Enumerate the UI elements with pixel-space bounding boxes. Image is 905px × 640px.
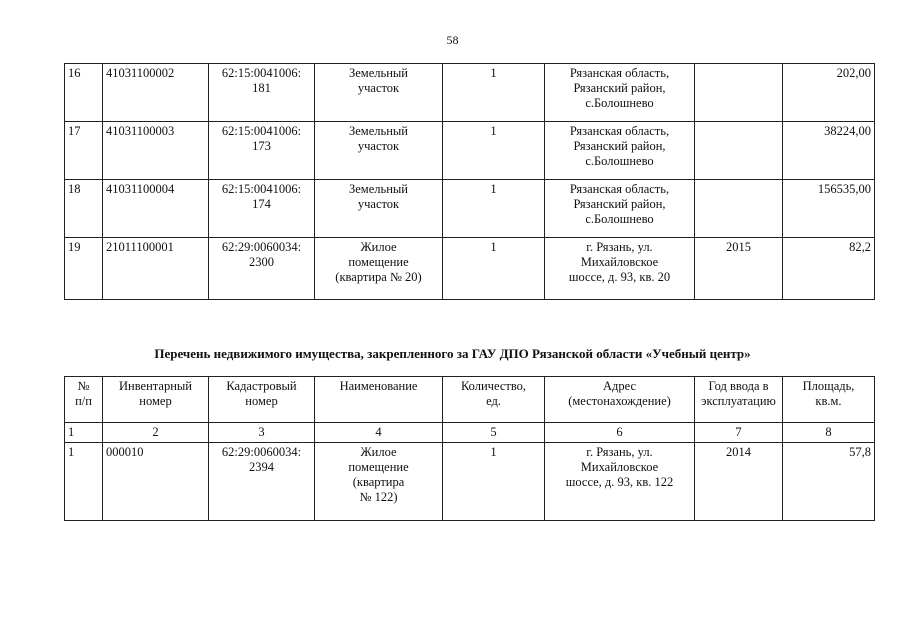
quantity-cell: 1 xyxy=(443,64,545,122)
quantity-cell: 1 xyxy=(443,443,545,521)
column-header: Адрес (местонахождение) xyxy=(545,377,695,423)
header-row xyxy=(65,377,875,423)
address-cell: Рязанская область, Рязанский район, с.Болошнево xyxy=(545,122,695,180)
column-header: Наименование xyxy=(315,377,443,423)
quantity-cell: 1 xyxy=(443,122,545,180)
inventory-number-cell: 41031100002 xyxy=(103,64,209,122)
section-title: Перечень недвижимого имущества, закрепленного за ГАУ ДПО Рязанской области «Учебный центр» xyxy=(154,346,751,361)
area-cell: 57,8 xyxy=(783,443,875,521)
quantity-cell: 1 xyxy=(443,180,545,238)
column-header: Площадь, кв.м. xyxy=(783,377,875,423)
cadastral-number-cell: 62:15:0041006: 174 xyxy=(209,180,315,238)
name-cell: Земельный участок xyxy=(315,122,443,180)
row-number-cell: 18 xyxy=(65,180,103,238)
column-number: 8 xyxy=(783,423,875,443)
year-cell xyxy=(695,64,783,122)
cadastral-number-cell: 62:29:0060034: 2300 xyxy=(209,238,315,300)
table-row xyxy=(65,64,875,122)
area-cell: 156535,00 xyxy=(783,180,875,238)
page-number: 58 xyxy=(446,33,459,47)
area-cell: 82,2 xyxy=(783,238,875,300)
table-row xyxy=(65,443,875,521)
property-table-training-center xyxy=(64,376,875,521)
area-cell: 38224,00 xyxy=(783,122,875,180)
inventory-number-cell: 000010 xyxy=(103,443,209,521)
column-header: Год ввода в эксплуатацию xyxy=(695,377,783,423)
column-number: 5 xyxy=(443,423,545,443)
table-row xyxy=(65,180,875,238)
inventory-number-cell: 41031100004 xyxy=(103,180,209,238)
year-cell xyxy=(695,122,783,180)
row-number-cell: 17 xyxy=(65,122,103,180)
year-cell xyxy=(695,180,783,238)
column-number: 6 xyxy=(545,423,695,443)
column-number: 1 xyxy=(65,423,103,443)
column-header: № п/п xyxy=(65,377,103,423)
table-row xyxy=(65,238,875,300)
address-cell: Рязанская область, Рязанский район, с.Болошнево xyxy=(545,180,695,238)
address-cell: г. Рязань, ул. Михайловское шоссе, д. 93, кв. 20 xyxy=(545,238,695,300)
cadastral-number-cell: 62:15:0041006: 173 xyxy=(209,122,315,180)
row-number-cell: 19 xyxy=(65,238,103,300)
inventory-number-cell: 21011100001 xyxy=(103,238,209,300)
column-number-row xyxy=(65,423,875,443)
address-cell: Рязанская область, Рязанский район, с.Болошнево xyxy=(545,64,695,122)
column-number: 2 xyxy=(103,423,209,443)
cadastral-number-cell: 62:15:0041006: 181 xyxy=(209,64,315,122)
row-number-cell: 1 xyxy=(65,443,103,521)
year-cell: 2015 xyxy=(695,238,783,300)
table-row xyxy=(65,122,875,180)
quantity-cell: 1 xyxy=(443,238,545,300)
inventory-number-cell: 41031100003 xyxy=(103,122,209,180)
name-cell: Земельный участок xyxy=(315,64,443,122)
name-cell: Жилое помещение (квартира № 20) xyxy=(315,238,443,300)
name-cell: Земельный участок xyxy=(315,180,443,238)
column-header: Количество, ед. xyxy=(443,377,545,423)
column-number: 7 xyxy=(695,423,783,443)
column-number: 3 xyxy=(209,423,315,443)
cadastral-number-cell: 62:29:0060034: 2394 xyxy=(209,443,315,521)
property-table-continued xyxy=(64,63,875,300)
name-cell: Жилое помещение (квартира № 122) xyxy=(315,443,443,521)
address-cell: г. Рязань, ул. Михайловское шоссе, д. 93, кв. 122 xyxy=(545,443,695,521)
row-number-cell: 16 xyxy=(65,64,103,122)
column-number: 4 xyxy=(315,423,443,443)
column-header: Инвентарный номер xyxy=(103,377,209,423)
column-header: Кадастровый номер xyxy=(209,377,315,423)
area-cell: 202,00 xyxy=(783,64,875,122)
year-cell: 2014 xyxy=(695,443,783,521)
